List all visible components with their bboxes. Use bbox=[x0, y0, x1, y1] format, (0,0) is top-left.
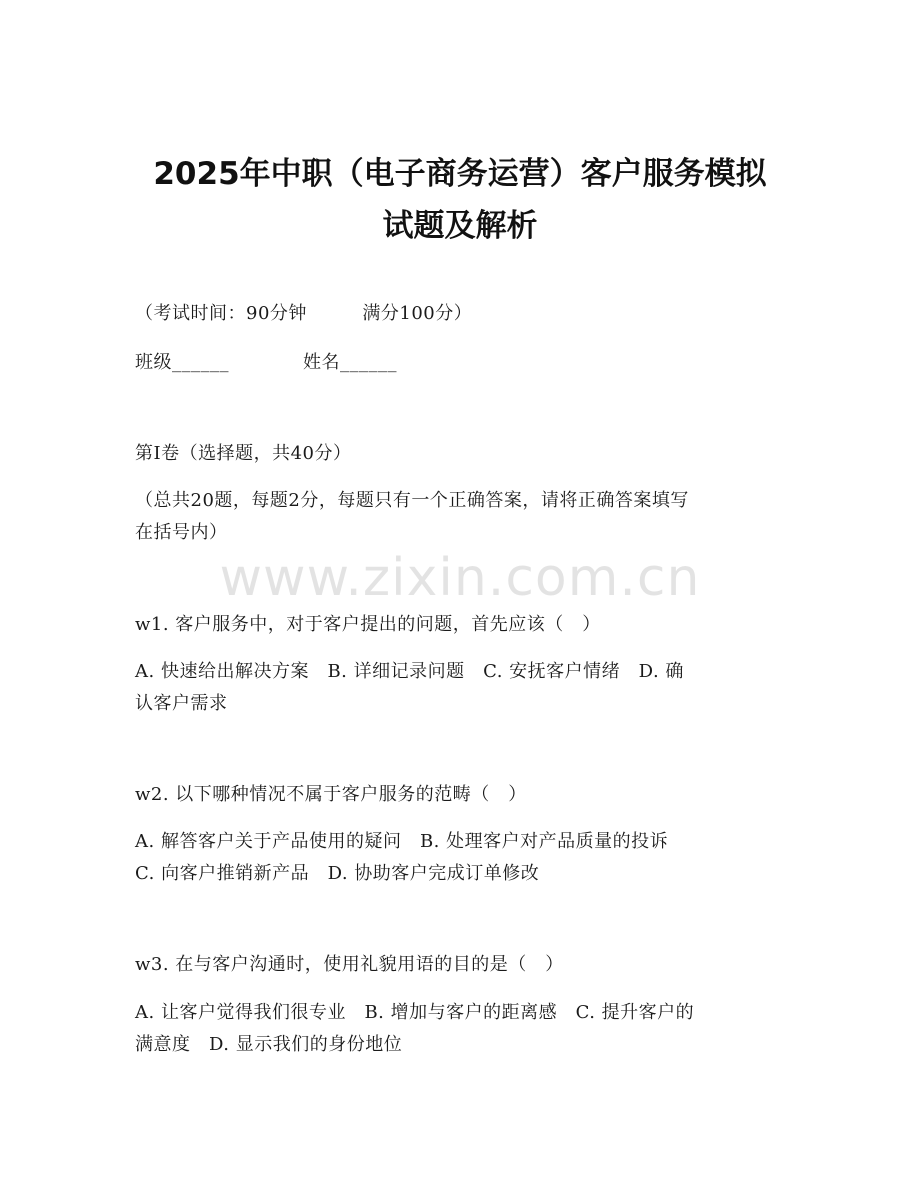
document-title bbox=[100, 148, 820, 252]
exam-info: （考试时间：90分钟 满分100分） bbox=[135, 303, 473, 324]
title-line-2: 试题及解析 bbox=[382, 208, 538, 244]
question-2-options-line-1: A. 解答客户关于产品使用的疑问 B. 处理客户对产品质量的投诉 bbox=[135, 831, 669, 852]
question-3-options-line-1: A. 让客户觉得我们很专业 B. 增加与客户的距离感 C. 提升客户的 bbox=[135, 1002, 695, 1023]
watermark: www.zixin.com.cn bbox=[219, 548, 701, 608]
class-name-fields: 班级______ 姓名______ bbox=[135, 352, 397, 373]
question-3-stem: w3. 在与客户沟通时，使用礼貌用语的目的是（ ） bbox=[135, 954, 564, 975]
question-2-stem: w2. 以下哪种情况不属于客户服务的范畴（ ） bbox=[135, 784, 527, 805]
question-1-options-line-2: 认客户需求 bbox=[135, 693, 228, 714]
section-title: 第I卷（选择题，共40分） bbox=[135, 443, 352, 464]
question-1-options-line-1: A. 快速给出解决方案 B. 详细记录问题 C. 安抚客户情绪 D. 确 bbox=[135, 661, 684, 682]
question-3-options-line-2: 满意度 D. 显示我们的身份地位 bbox=[135, 1034, 403, 1055]
section-note-line-1: （总共20题，每题2分，每题只有一个正确答案，请将正确答案填写 bbox=[135, 490, 689, 511]
question-2-options-line-2: C. 向客户推销新产品 D. 协助客户完成订单修改 bbox=[135, 863, 540, 884]
question-1-stem: w1. 客户服务中，对于客户提出的问题，首先应该（ ） bbox=[135, 614, 601, 635]
title-line-1: 2025年中职（电子商务运营）客户服务模拟 bbox=[153, 156, 767, 192]
section-note-line-2: 在括号内） bbox=[135, 522, 228, 543]
